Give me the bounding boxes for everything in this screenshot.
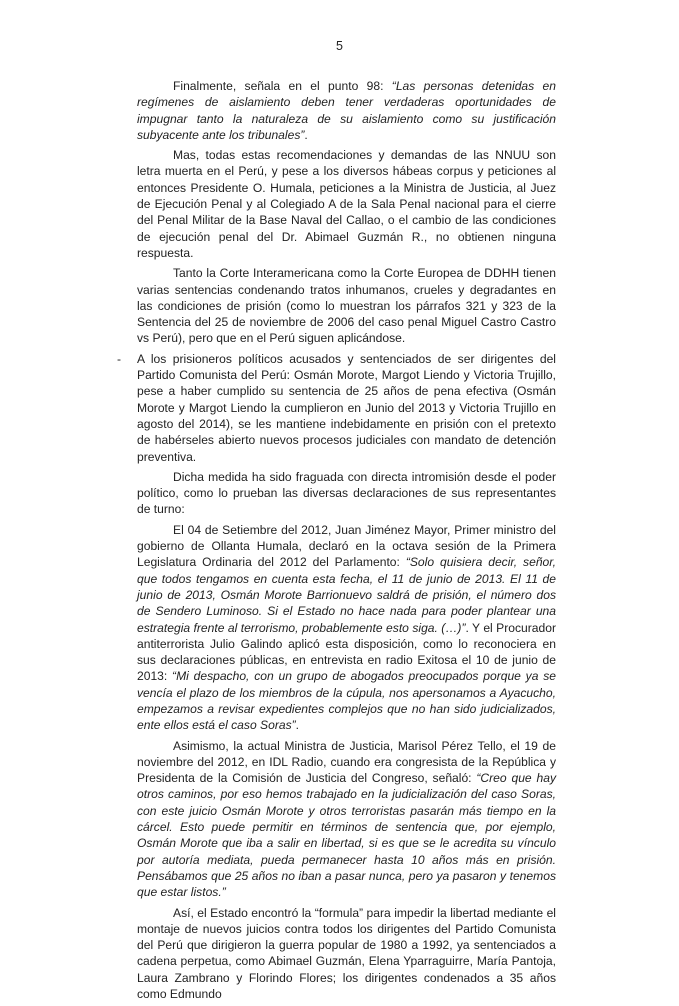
paragraph-text: Finalmente, señala en el punto 98:	[173, 79, 392, 93]
paragraph-medida	[137, 469, 556, 518]
bullet-prisioneros	[117, 351, 556, 465]
paragraph-text: Tanto la Corte Interamericana como la Corte Europea de DDHH tienen varias sentencias condenando tratos inhumanos, crueles y degradantes en las condiciones de prisión (como lo muestran los párrafos 321 y 323 de la Sentencia del 25 de noviembre de 2006 del caso penal Miguel Castro Castro vs Perú), pero que en el Perú siguen aplicándose.	[137, 266, 556, 346]
paragraph-text: Así, el Estado encontró la “formula” para impedir la libertad mediante el montaje de nuevos juicios contra todos los dirigentes del Partido Comunista del Perú que dirigieron la guerra popular de 1980 a 1992, ya sentenciados a cadena perpetua, como Abimael Guzmán, Elena Yparraguirre, María Pantoja, Laura Zambrano y Florindo Flores; los dirigentes condenados a 35 años como Edmundo	[137, 905, 556, 1002]
paragraph-jimenez	[137, 522, 556, 734]
paragraph-text: Mas, todas estas recomendaciones y demandas de las NNUU son letra muerta en el Perú, y pese a los diversos hábeas corpus y peticiones al entonces Presidente O. Humala, peticiones a la Ministra de Justicia, al Juez de Ejecución Penal y al Colegiado A de la Sala Penal nacional para el cierre del Penal Militar de la Base Naval del Callao, o el cambio de las condiciones de ejecución penal del Dr. Abimael Guzmán R., no obtienen ninguna respuesta.	[137, 148, 556, 260]
page-number: 5	[336, 39, 343, 53]
paragraph-cortes	[137, 265, 556, 346]
paragraph-nnuu	[137, 147, 556, 261]
paragraph-text: .	[304, 127, 308, 142]
quote: “Solo quisiera decir, señor, que todos tengamos en cuenta esta fecha, el 11 de junio de 2013. El 11 de junio de 2013, Osmán Morote Barrionuevo saldrá de prisión, el número dos de Sendero Luminoso. Si el Estado no hace nada para poder plantear una estrategia frente al terrorismo, probablemente esto siga. (…)”	[137, 555, 557, 635]
paragraph-formula	[137, 905, 556, 1003]
paragraph-text: Asimismo, la actual Ministra de Justicia, Marisol Pérez Tello, el 19 de noviembre del 2012, en IDL Radio, cuando era congresista de la República y Presidenta de la Comisión de Justicia del Congreso, señaló:	[137, 738, 556, 786]
paragraph-text: . Y el Procurador antiterrorista Julio Galindo aplicó esta disposición, como lo reconociera en sus declaraciones públicas, en entrevista en radio Exitosa el 10 de junio de 2013:	[137, 620, 556, 684]
quote: “Mi despacho, con un grupo de abogados preocupados porque ya se vencía el plazo de los miembros de la cúpula, nos apersonamos a Ayacucho, empezamos a revisar expedientes complejos que no han sido judicializados, ente ellos está el caso Soras”	[137, 669, 557, 733]
paragraph-punto-98	[137, 78, 556, 143]
paragraph-perez-tello	[137, 738, 556, 901]
bullet-dash: -	[117, 351, 122, 366]
paragraph-text: .	[295, 718, 300, 733]
quote: “Creo que hay otros caminos, por eso hemos trabajado en la judicialización del caso Soras, con este juicio Osmán Morote y otros terroristas pasarán más tiempo en la cárcel. Esto puede permitir en términos de sentencia que, por ejemplo, Osmán Morote que iba a salir en libertad, si es que se le acredita su vínculo por autoría mediata, pueda permanecer hasta 10 años más en prisión. Pensábamos que 25 años no iban a pasar nunca, pero ya pasaron y tenemos que estar listos.”	[137, 771, 556, 900]
paragraph-text: Dicha medida ha sido fraguada con directa intromisión desde el poder político, como lo prueban las diversas declaraciones de sus representantes de turno:	[137, 469, 556, 517]
paragraph-text: A los prisioneros políticos acusados y sentenciados de ser dirigentes del Partido Comunista del Perú: Osmán Morote, Margot Liendo y Victoria Trujillo, pese a haber cumplido su sentencia de 25 años de pena efectiva (Osmán Morote y Margot Liendo la cumplieron en Junio del 2013 y Victoria Trujillo en agosto del 2014), se les mantiene indebidamente en prisión con el pretexto de habérseles abierto nuevos procesos judiciales con mandato de detención preventiva.	[137, 351, 556, 464]
document-body	[117, 78, 557, 1006]
quote: “Las personas detenidas en regímenes de aislamiento deben tener verdaderas oportunidades de impugnar tanto la naturaleza de su aislamiento como su justificación subyacente ante los tribunales”	[137, 79, 556, 142]
paragraph-text: El 04 de Setiembre del 2012, Juan Jiménez Mayor, Primer ministro del gobierno de Ollanta Humala, declaró en la octava sesión de la Primera Legislatura Ordinaria del 2012 del Parlamento:	[137, 522, 556, 570]
